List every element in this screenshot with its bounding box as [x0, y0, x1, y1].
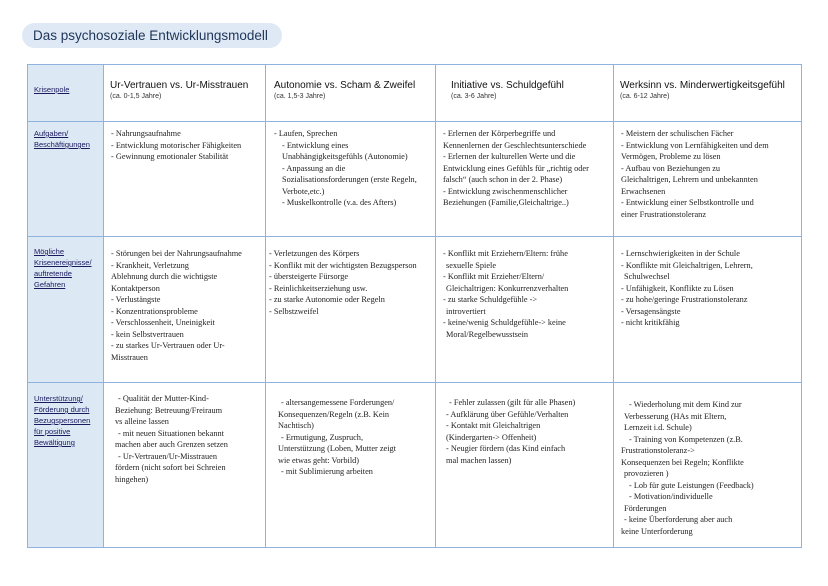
list-item: - Ur-Vertrauen/Ur-Misstrauen	[118, 451, 217, 461]
list-item: Nachtisch)	[278, 421, 314, 430]
row-header	[28, 383, 104, 548]
corner-cell	[28, 65, 104, 122]
list-item: - Entwicklung von Lernfähigkeiten und dem	[621, 140, 769, 150]
list-item: Sozialisationsforderungen (erste Regeln,	[282, 175, 417, 184]
list-item: - Aufbau von Beziehungen zu	[621, 163, 721, 173]
list-item: - Ermutigung, Zuspruch,	[281, 432, 364, 442]
list-item: - Motivation/individuelle	[629, 492, 713, 501]
list-item: - Konzentrationsprobleme	[111, 306, 198, 316]
table-cell	[104, 383, 266, 548]
list-item: keine Unterforderung	[621, 526, 693, 536]
list-item: - nicht kritikfähig	[621, 318, 680, 327]
column-title: Ur-Vertrauen vs. Ur-Misstrauen	[110, 80, 249, 91]
page-title: Das psychosoziale Entwicklungsmodell	[22, 23, 282, 48]
table-cell	[436, 383, 614, 548]
list-item: - kein Selbstvertrauen	[111, 329, 184, 339]
list-item: - Entwicklung zwischenmenschlicher	[443, 186, 568, 196]
column-title: Initiative vs. Schuldgefühl	[451, 80, 564, 91]
list-item: - zu starkes Ur-Vertrauen oder Ur-	[111, 341, 225, 350]
list-item: machen aber auch Grenzen setzen	[115, 440, 228, 449]
list-item: - Training von Kompetenzen (z.B.	[629, 434, 743, 444]
row-header	[28, 122, 104, 237]
list-item: Beziehung: Betreuung/Freiraum	[115, 405, 223, 415]
cell-list	[266, 383, 435, 478]
list-item: Unterstützung (Loben, Mutter zeigt	[278, 444, 396, 453]
list-item: - Störungen bei der Nahrungsaufnahme	[111, 249, 242, 258]
column-age-range: (ca. 6-12 Jahre)	[620, 93, 670, 100]
column-header	[266, 65, 436, 122]
list-item: einer Frustrationstoleranz	[621, 209, 707, 219]
list-item: - Laufen, Sprechen	[274, 129, 338, 138]
list-item: - Konflikt mit Erzieher/Eltern/	[443, 272, 545, 281]
list-item: - Meistern der schulischen Fächer	[621, 129, 734, 138]
list-item: provozieren )	[624, 469, 669, 478]
list-item: wie etwas geht: Vorbild)	[278, 455, 360, 465]
cell-list	[104, 383, 265, 485]
list-item: - Konflikte mit Gleichaltrigen, Lehrern,	[621, 260, 753, 270]
row-header	[28, 237, 104, 383]
list-item: - Lernschwierigkeiten in der Schule	[621, 249, 740, 258]
list-item: Konsequenzen/Regeln (z.B. Kein	[278, 409, 390, 419]
list-item: fördern (nicht sofort bei Schreien	[115, 463, 226, 472]
list-item: - Erlernen der kulturellen Werte und die	[443, 152, 576, 161]
list-item: - altersangemessene Forderungen/	[281, 398, 395, 407]
table-cell	[614, 237, 802, 383]
list-item: - Fehler zulassen (gilt für alle Phasen)	[449, 398, 576, 407]
list-item: - mit neuen Situationen bekannt	[118, 428, 224, 438]
list-item: - Entwicklung motorischer Fähigkeiten	[111, 140, 242, 150]
table-cell	[266, 122, 436, 237]
cell-list	[266, 122, 435, 209]
column-header	[104, 65, 266, 122]
list-item: - Kontakt mit Gleichaltrigen	[446, 421, 541, 430]
list-item: hingehen)	[115, 474, 149, 484]
list-item: Verbote,etc.)	[282, 186, 325, 196]
list-item: Vermögen, Probleme zu lösen	[621, 152, 721, 161]
table-cell	[614, 383, 802, 548]
list-item: Kennenlernen der Geschlechtsunterschiede	[443, 140, 587, 150]
list-item: - Verlustängste	[111, 295, 161, 304]
table-cell	[614, 122, 802, 237]
list-item: - Anpassung an die	[282, 163, 346, 173]
list-item: introvertiert	[446, 306, 486, 316]
column-title: Werksinn vs. Minderwertigkeitsgefühl	[620, 80, 785, 91]
cell-list	[436, 122, 613, 209]
list-item: - Selbstzweifel	[269, 306, 319, 316]
list-item: Unabhängigkeitsgefühls (Autonomie)	[282, 152, 408, 161]
header-row	[28, 65, 802, 122]
table-row	[28, 237, 802, 383]
list-item: - Entwicklung eines	[282, 140, 349, 150]
list-item: - Nahrungsaufnahme	[111, 129, 181, 138]
cell-list	[614, 122, 801, 220]
list-item: - Aufklärung über Gefühle/Verhalten	[446, 409, 569, 419]
list-item: Moral/Regelbewusstsein	[446, 329, 529, 339]
table-cell	[436, 237, 614, 383]
list-item: Förderungen	[624, 503, 667, 513]
list-item: - Neugier fördern (das Kind einfach	[446, 444, 566, 453]
list-item: - Unfähigkeit, Konflikte zu Lösen	[621, 283, 734, 293]
table-cell	[266, 383, 436, 548]
list-item: - Reinlichkeitserziehung usw.	[269, 283, 368, 293]
list-item: Verbesserung (HAs mit Eltern,	[624, 411, 727, 421]
list-item: Lernzeit i.d. Schule)	[624, 423, 692, 432]
list-item: Gleichaltrigen, Lehrern und unbekannten	[621, 175, 758, 184]
list-item: - mit Sublimierung arbeiten	[281, 467, 373, 476]
table-cell	[104, 237, 266, 383]
list-item: Beziehungen (Familie,Gleichaltrige..)	[443, 198, 569, 207]
column-age-range: (ca. 3-6 Jahre)	[451, 93, 497, 100]
list-item: - Entwicklung einer Selbstkontrolle und	[621, 198, 754, 207]
row-label: Unterstützung/ Förderung durch Bezugspersonen für positive Bewältigung	[34, 394, 91, 447]
list-item: - übersteigerte Fürsorge	[269, 272, 349, 281]
list-item: Ablehnung durch die wichtigste	[111, 272, 218, 281]
table-cell	[436, 122, 614, 237]
list-item: - Konflikt mit der wichtigsten Bezugsperson	[269, 260, 417, 270]
cell-list	[436, 383, 613, 466]
cell-list	[104, 237, 265, 363]
list-item: (Kindergarten-> Offenheit)	[446, 432, 537, 442]
list-item: Kontaktperson	[111, 283, 160, 293]
list-item: vs alleine lassen	[115, 417, 169, 426]
table-cell	[104, 122, 266, 237]
column-header	[614, 65, 802, 122]
list-item: - Krankheit, Verletzung	[111, 260, 189, 270]
column-header	[436, 65, 614, 122]
list-item: - Lob für gute Leistungen (Feedback)	[629, 480, 754, 490]
list-item: - Verschlossenheit, Uneinigkeit	[111, 318, 215, 327]
corner-label: Krisenpole	[34, 85, 70, 94]
list-item: - Wiederholung mit dem Kind zur	[629, 400, 742, 409]
list-item: - zu starke Schuldgefühle ->	[443, 295, 538, 304]
list-item: - keine/wenig Schuldgefühle-> keine	[443, 318, 566, 327]
list-item: - zu starke Autonomie oder Regeln	[269, 295, 385, 304]
list-item: Entwicklung eines Gefühls für „richtig oder	[443, 163, 589, 173]
cell-list	[266, 237, 435, 317]
list-item: - Verletzungen des Körpers	[269, 249, 360, 258]
cell-list	[614, 237, 801, 329]
cell-list	[614, 383, 801, 537]
list-item: Schulwechsel	[624, 272, 670, 281]
list-item: Misstrauen	[111, 352, 148, 362]
column-age-range: (ca. 0-1,5 Jahre)	[110, 93, 162, 100]
list-item: Gleichaltrigen: Konkurrenzverhalten	[446, 283, 569, 293]
cell-list	[104, 122, 265, 163]
list-item: falsch“ (auch schon in der 2. Phase)	[443, 175, 563, 184]
row-label: Mögliche Krisenereignisse/ auftretende Gefahren	[34, 247, 92, 289]
cell-list	[436, 237, 613, 340]
column-title: Autonomie vs. Scham & Zweifel	[274, 80, 416, 91]
list-item: Konsequenzen bei Regeln; Konflikte	[621, 457, 744, 467]
list-item: - zu hohe/geringe Frustrationstoleranz	[621, 295, 748, 304]
list-item: - keine Überforderung aber auch	[624, 515, 733, 524]
list-item: Erwachsenen	[621, 186, 666, 196]
table-row	[28, 122, 802, 237]
list-item: mal machen lassen)	[446, 455, 512, 465]
list-item: - Versagensängste	[621, 306, 681, 316]
list-item: sexuelle Spiele	[446, 260, 496, 270]
development-model-table	[27, 64, 802, 548]
list-item: - Konflikt mit Erziehern/Eltern: frühe	[443, 249, 568, 258]
list-item: - Gewinnung emotionaler Stabilität	[111, 152, 229, 161]
table-row	[28, 383, 802, 548]
list-item: - Erlernen der Körperbegriffe und	[443, 129, 556, 138]
row-label: Aufgaben/ Beschäftigungen	[34, 129, 90, 149]
list-item: Frustrationstoleranz->	[621, 446, 695, 455]
list-item: - Muskelkontrolle (v.a. des Afters)	[282, 198, 397, 207]
column-age-range: (ca. 1,5-3 Jahre)	[274, 93, 326, 100]
list-item: - Qualität der Mutter-Kind-	[118, 394, 209, 403]
table-cell	[266, 237, 436, 383]
